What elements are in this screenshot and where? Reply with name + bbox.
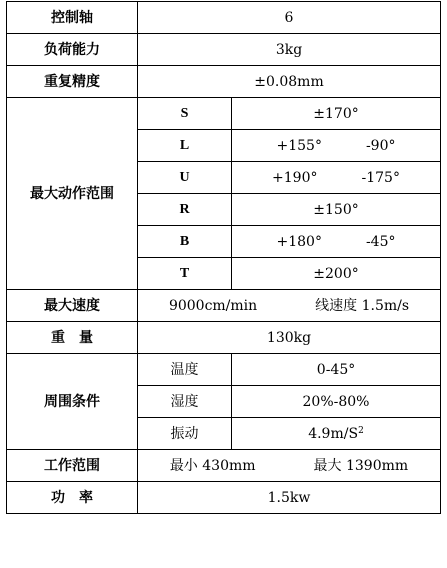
spec-table (6, 1, 441, 514)
range-axis-t: T (138, 258, 232, 290)
env-temperature-value: 0-45° (232, 354, 441, 386)
payload-label: 负荷能力 (7, 34, 138, 66)
speed-label: 最大速度 (7, 290, 138, 322)
range-value-u-pos: +190° (272, 169, 318, 186)
axes-label: 控制轴 (7, 2, 138, 34)
environment-label: 周围条件 (7, 354, 138, 450)
range-label: 最大动作范围 (7, 98, 138, 290)
work-range-value (138, 450, 441, 482)
row-axes (7, 2, 441, 34)
range-value-u (232, 162, 441, 194)
range-value-b (232, 226, 441, 258)
row-repeatability (7, 66, 441, 98)
range-axis-b: B (138, 226, 232, 258)
range-value-t-text: ±200° (313, 265, 359, 282)
payload-value: 3kg (138, 34, 441, 66)
weight-value: 130kg (138, 322, 441, 354)
row-speed (7, 290, 441, 322)
env-vibration-exponent: 2 (358, 425, 364, 436)
row-work-range (7, 450, 441, 482)
row-power (7, 482, 441, 514)
range-value-l-pos: +155° (276, 137, 322, 154)
range-value-t (232, 258, 441, 290)
range-value-s (232, 98, 441, 130)
env-temperature-label: 温度 (138, 354, 232, 386)
axes-value: 6 (138, 2, 441, 34)
speed-max-value: 9000cm/min (168, 297, 258, 314)
env-vibration-number: 4.9m/S (308, 425, 359, 442)
env-humidity-value: 20%-80% (232, 386, 441, 418)
range-axis-s: S (138, 98, 232, 130)
range-axis-u: U (138, 162, 232, 194)
row-payload (7, 34, 441, 66)
work-range-max: 最大 1390mm (313, 457, 409, 474)
env-vibration-label: 振动 (138, 418, 232, 450)
power-value: 1.5kw (138, 482, 441, 514)
range-value-l (232, 130, 441, 162)
power-label: 功 率 (7, 482, 138, 514)
env-humidity-label: 湿度 (138, 386, 232, 418)
range-value-l-neg: -90° (365, 137, 396, 154)
row-range-s (7, 98, 441, 130)
work-range-min: 最小 430mm (169, 457, 256, 474)
repeatability-value: ±0.08mm (138, 66, 441, 98)
range-value-r-text: ±150° (313, 201, 359, 218)
range-value-b-pos: +180° (276, 233, 322, 250)
speed-value (138, 290, 441, 322)
range-axis-r: R (138, 194, 232, 226)
work-range-label: 工作范围 (7, 450, 138, 482)
repeatability-label: 重复精度 (7, 66, 138, 98)
range-value-s-text: ±170° (313, 105, 359, 122)
range-value-u-neg: -175° (361, 169, 400, 186)
range-value-b-neg: -45° (365, 233, 396, 250)
row-weight (7, 322, 441, 354)
env-vibration-value (232, 418, 441, 450)
range-value-r (232, 194, 441, 226)
range-axis-l: L (138, 130, 232, 162)
weight-label: 重 量 (7, 322, 138, 354)
row-env-temperature (7, 354, 441, 386)
speed-linear-value: 线速度 1.5m/s (315, 297, 410, 314)
